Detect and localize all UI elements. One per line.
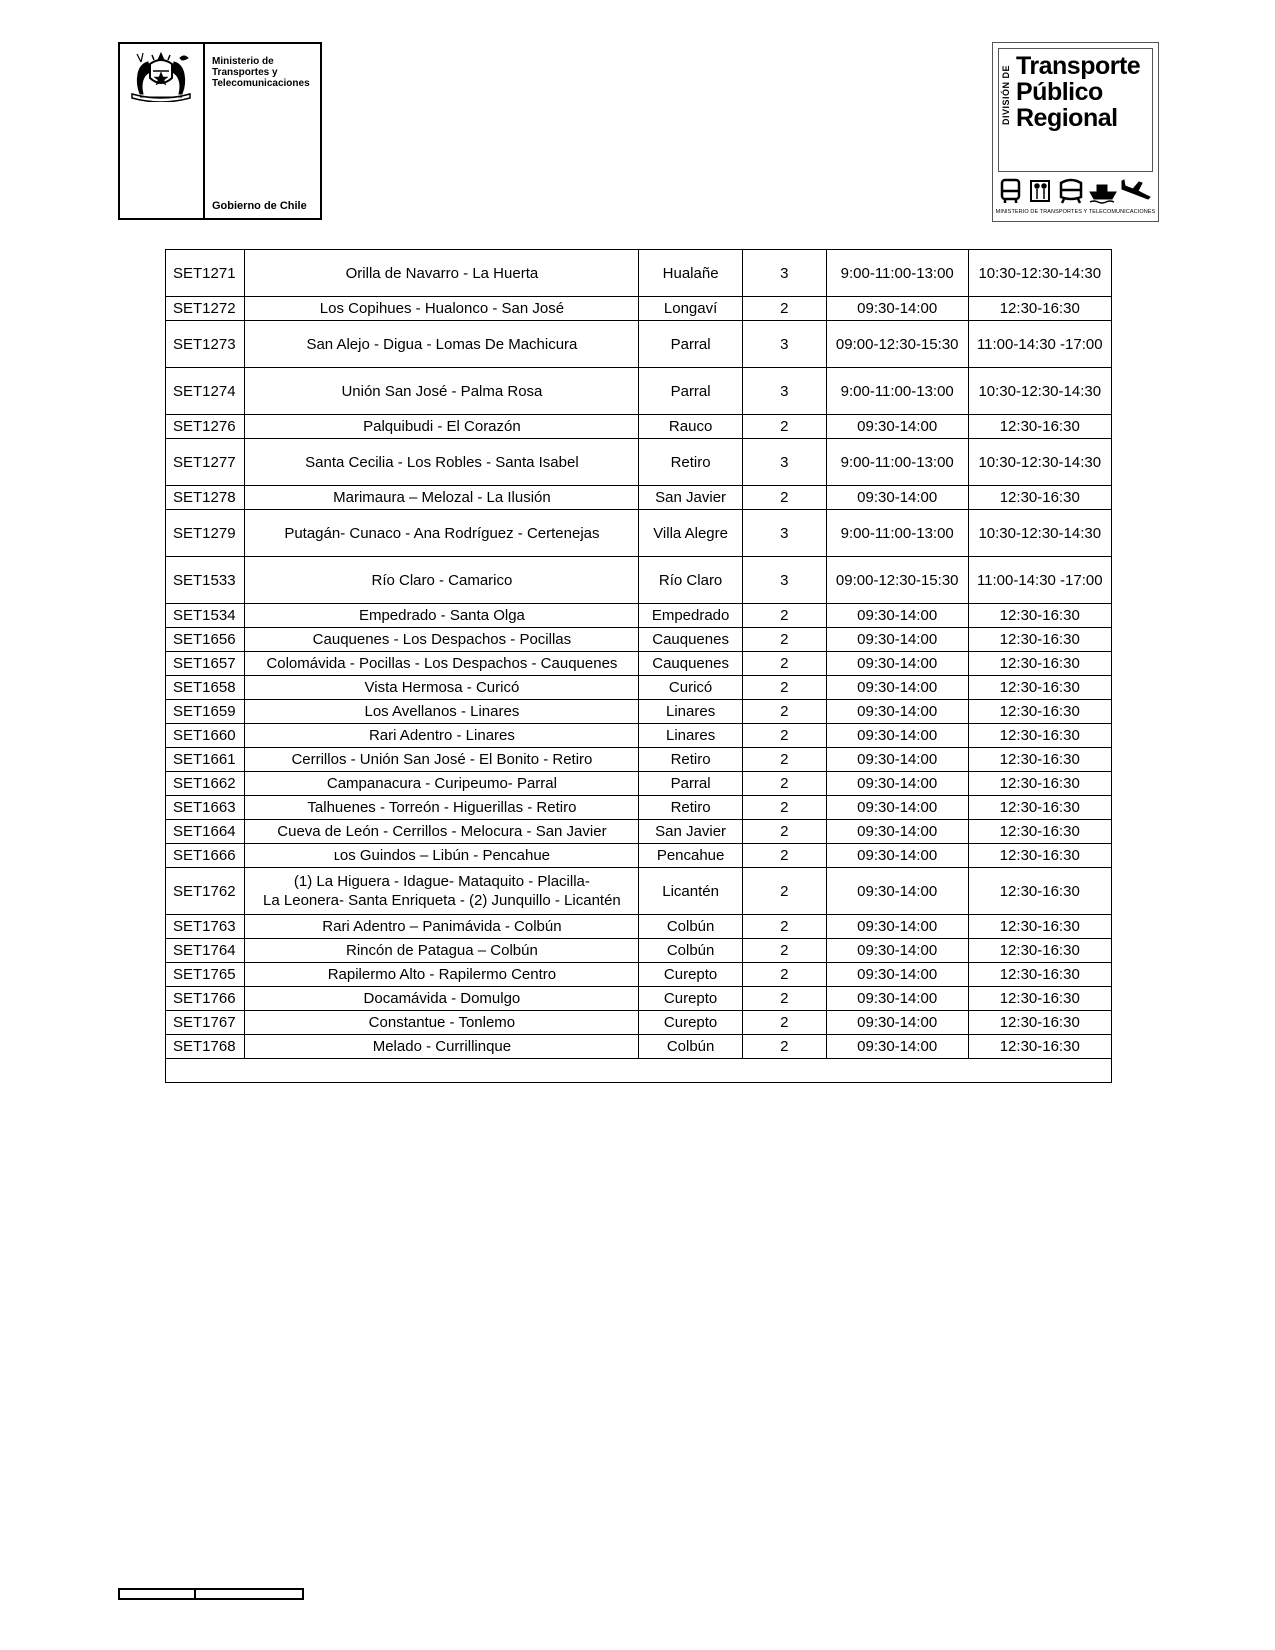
empty-cell [166, 1059, 1112, 1083]
commune-cell: Longaví [639, 297, 742, 321]
route-name-cell: ʟos Guindos – Libún - Pencahue [245, 844, 639, 868]
dtpr-caption: MINISTERIO DE TRANSPORTES Y TELECOMUNICACIONES [995, 209, 1156, 215]
route-name-cell: Colomávida - Pocillas - Los Despachos - Cauquenes [245, 652, 639, 676]
frequency-cell: 2 [742, 796, 826, 820]
commune-cell: Cauquenes [639, 652, 742, 676]
government-logo [118, 42, 322, 220]
dtpr-title-box [998, 48, 1153, 172]
commune-cell: Pencahue [639, 844, 742, 868]
commune-cell: San Javier [639, 820, 742, 844]
frequency-cell: 2 [742, 1011, 826, 1035]
return-times-cell: 12:30-16:30 [968, 676, 1111, 700]
route-code-cell: SET1656 [166, 628, 245, 652]
dtpr-title-line: Público [1016, 78, 1103, 106]
table-row [166, 652, 1112, 676]
departure-times-cell: 09:30-14:00 [826, 297, 968, 321]
return-times-cell: 12:30-16:30 [968, 963, 1111, 987]
route-code-cell: SET1762 [166, 868, 245, 915]
boat-icon [1090, 185, 1116, 203]
table-row [166, 700, 1112, 724]
route-code-cell: SET1767 [166, 1011, 245, 1035]
route-name-cell: Constantue - Tonlemo [245, 1011, 639, 1035]
commune-cell: Linares [639, 700, 742, 724]
frequency-cell: 3 [742, 439, 826, 486]
commune-cell: Curepto [639, 963, 742, 987]
route-name-cell: Cueva de León - Cerrillos - Melocura - San Javier [245, 820, 639, 844]
return-times-cell: 12:30-16:30 [968, 604, 1111, 628]
return-times-cell: 12:30-16:30 [968, 987, 1111, 1011]
departure-times-cell: 09:30-14:00 [826, 987, 968, 1011]
return-times-cell: 12:30-16:30 [968, 297, 1111, 321]
departure-times-cell: 09:30-14:00 [826, 700, 968, 724]
frequency-cell: 2 [742, 700, 826, 724]
route-name-cell: San Alejo - Digua - Lomas De Machicura [245, 321, 639, 368]
bus-icon [1002, 180, 1019, 203]
commune-cell: Colbún [639, 939, 742, 963]
dtpr-title [1016, 53, 1140, 131]
table-row [166, 724, 1112, 748]
table-row [166, 987, 1112, 1011]
route-name-cell: Rari Adentro – Panimávida - Colbún [245, 915, 639, 939]
route-code-cell: SET1278 [166, 486, 245, 510]
route-name-cell [245, 868, 639, 915]
commune-cell: Retiro [639, 796, 742, 820]
route-name-cell: Vista Hermosa - Curicó [245, 676, 639, 700]
footer-bar [118, 1588, 304, 1600]
frequency-cell: 2 [742, 868, 826, 915]
ministry-line: Transportes y [212, 67, 278, 78]
logo-divider [203, 44, 205, 218]
commune-cell: Retiro [639, 439, 742, 486]
departure-times-cell: 09:30-14:00 [826, 1035, 968, 1059]
route-code-cell: SET1766 [166, 987, 245, 1011]
frequency-cell: 2 [742, 652, 826, 676]
government-name: Gobierno de Chile [212, 200, 307, 212]
table-row [166, 915, 1112, 939]
return-times-cell: 12:30-16:30 [968, 939, 1111, 963]
route-name-cell: Orilla de Navarro - La Huerta [245, 250, 639, 297]
route-name-cell: Cerrillos - Unión San José - El Bonito - Retiro [245, 748, 639, 772]
commune-cell: Curepto [639, 987, 742, 1011]
frequency-cell: 2 [742, 844, 826, 868]
empty-table-row [166, 1059, 1112, 1083]
commune-cell: Curepto [639, 1011, 742, 1035]
table-row [166, 844, 1112, 868]
table-row [166, 604, 1112, 628]
route-code-cell: SET1768 [166, 1035, 245, 1059]
commune-cell: Rauco [639, 415, 742, 439]
table-row [166, 321, 1112, 368]
frequency-cell: 2 [742, 604, 826, 628]
route-code-cell: SET1276 [166, 415, 245, 439]
departure-times-cell: 09:30-14:00 [826, 628, 968, 652]
departure-times-cell: 9:00-11:00-13:00 [826, 250, 968, 297]
commune-cell: Curicó [639, 676, 742, 700]
route-code-cell: SET1662 [166, 772, 245, 796]
return-times-cell: 12:30-16:30 [968, 486, 1111, 510]
route-name-cell: Rari Adentro - Linares [245, 724, 639, 748]
dtpr-title-line: Regional [1016, 104, 1118, 132]
frequency-cell: 2 [742, 628, 826, 652]
departure-times-cell: 09:00-12:30-15:30 [826, 557, 968, 604]
return-times-cell: 12:30-16:30 [968, 796, 1111, 820]
dtpr-title-line: Transporte [1016, 52, 1141, 80]
route-code-cell: SET1271 [166, 250, 245, 297]
frequency-cell: 2 [742, 963, 826, 987]
route-code-cell: SET1273 [166, 321, 245, 368]
route-name-cell: Marimaura – Melozal - La Ilusión [245, 486, 639, 510]
commune-cell: Colbún [639, 1035, 742, 1059]
route-code-cell: SET1764 [166, 939, 245, 963]
departure-times-cell: 09:30-14:00 [826, 844, 968, 868]
route-name-cell: Empedrado - Santa Olga [245, 604, 639, 628]
table-row [166, 796, 1112, 820]
commune-cell: Parral [639, 772, 742, 796]
frequency-cell: 2 [742, 987, 826, 1011]
route-name-cell: Rincón de Patagua – Colbún [245, 939, 639, 963]
route-name-cell: Río Claro - Camarico [245, 557, 639, 604]
table-row [166, 250, 1112, 297]
commune-cell: Río Claro [639, 557, 742, 604]
table-row [166, 1011, 1112, 1035]
routes-table-body [166, 250, 1112, 1083]
departure-times-cell: 09:30-14:00 [826, 748, 968, 772]
route-code-cell: SET1658 [166, 676, 245, 700]
route-code-cell: SET1272 [166, 297, 245, 321]
table-row [166, 510, 1112, 557]
route-name-cell: Melado - Currillinque [245, 1035, 639, 1059]
train-icon [1061, 180, 1081, 203]
frequency-cell: 3 [742, 321, 826, 368]
return-times-cell: 12:30-16:30 [968, 652, 1111, 676]
frequency-cell: 2 [742, 748, 826, 772]
return-times-cell: 12:30-16:30 [968, 628, 1111, 652]
commune-cell: Villa Alegre [639, 510, 742, 557]
chile-coat-of-arms-icon [126, 50, 196, 102]
commune-cell: Retiro [639, 748, 742, 772]
departure-times-cell: 09:30-14:00 [826, 486, 968, 510]
commune-cell: Hualañe [639, 250, 742, 297]
frequency-cell: 2 [742, 415, 826, 439]
table-row [166, 628, 1112, 652]
frequency-cell: 2 [742, 724, 826, 748]
table-row [166, 772, 1112, 796]
departure-times-cell: 9:00-11:00-13:00 [826, 510, 968, 557]
departure-times-cell: 09:30-14:00 [826, 868, 968, 915]
return-times-cell: 11:00-14:30 -17:00 [968, 557, 1111, 604]
return-times-cell: 12:30-16:30 [968, 820, 1111, 844]
departure-times-cell: 9:00-11:00-13:00 [826, 368, 968, 415]
table-row [166, 368, 1112, 415]
route-name-cell: Los Avellanos - Linares [245, 700, 639, 724]
route-code-cell: SET1279 [166, 510, 245, 557]
frequency-cell: 3 [742, 250, 826, 297]
route-name-cell: Docamávida - Domulgo [245, 987, 639, 1011]
airplane-icon [1122, 180, 1150, 199]
table-row [166, 939, 1112, 963]
departure-times-cell: 09:30-14:00 [826, 796, 968, 820]
frequency-cell: 2 [742, 1035, 826, 1059]
frequency-cell: 2 [742, 486, 826, 510]
departure-times-cell: 09:30-14:00 [826, 1011, 968, 1035]
return-times-cell: 12:30-16:30 [968, 1011, 1111, 1035]
departure-times-cell: 09:30-14:00 [826, 820, 968, 844]
commune-cell: Colbún [639, 915, 742, 939]
table-row [166, 963, 1112, 987]
departure-times-cell: 09:30-14:00 [826, 724, 968, 748]
return-times-cell: 12:30-16:30 [968, 724, 1111, 748]
route-code-cell: SET1765 [166, 963, 245, 987]
route-name-cell: Los Copihues - Hualonco - San José [245, 297, 639, 321]
route-code-cell: SET1534 [166, 604, 245, 628]
ministry-line: Telecomunicaciones [212, 78, 310, 89]
route-name-line: (1) La Higuera - Idague- Mataquito - Placilla- [293, 873, 590, 890]
departure-times-cell: 09:30-14:00 [826, 915, 968, 939]
return-times-cell: 12:30-16:30 [968, 1035, 1111, 1059]
ministry-line: Ministerio de [212, 56, 274, 67]
table-row [166, 297, 1112, 321]
departure-times-cell: 9:00-11:00-13:00 [826, 439, 968, 486]
route-name-line: La Leonera- Santa Enriqueta - (2) Junquillo - Licantén [263, 892, 621, 909]
route-code-cell: SET1660 [166, 724, 245, 748]
commune-cell: Licantén [639, 868, 742, 915]
departure-times-cell: 09:30-14:00 [826, 772, 968, 796]
commune-cell: Empedrado [639, 604, 742, 628]
return-times-cell: 12:30-16:30 [968, 844, 1111, 868]
route-code-cell: SET1659 [166, 700, 245, 724]
route-name-cell: Talhuenes - Torreón - Higuerillas - Retiro [245, 796, 639, 820]
route-code-cell: SET1277 [166, 439, 245, 486]
return-times-cell: 10:30-12:30-14:30 [968, 368, 1111, 415]
route-name-cell: Santa Cecilia - Los Robles - Santa Isabel [245, 439, 639, 486]
frequency-cell: 2 [742, 820, 826, 844]
return-times-cell: 12:30-16:30 [968, 748, 1111, 772]
route-name-cell: Campanacura - Curipeumo- Parral [245, 772, 639, 796]
route-name-cell: Putagán- Cunaco - Ana Rodríguez - Certenejas [245, 510, 639, 557]
ministry-name [212, 56, 320, 89]
table-row [166, 820, 1112, 844]
commune-cell: Linares [639, 724, 742, 748]
transport-icons [998, 177, 1153, 205]
table-row [166, 415, 1112, 439]
route-code-cell: SET1274 [166, 368, 245, 415]
departure-times-cell: 09:30-14:00 [826, 415, 968, 439]
departure-times-cell: 09:30-14:00 [826, 939, 968, 963]
commune-cell: San Javier [639, 486, 742, 510]
route-code-cell: SET1657 [166, 652, 245, 676]
return-times-cell: 10:30-12:30-14:30 [968, 250, 1111, 297]
route-name-cell: Palquibudi - El Corazón [245, 415, 639, 439]
return-times-cell: 10:30-12:30-14:30 [968, 439, 1111, 486]
route-code-cell: SET1666 [166, 844, 245, 868]
frequency-cell: 3 [742, 557, 826, 604]
frequency-cell: 3 [742, 368, 826, 415]
departure-times-cell: 09:30-14:00 [826, 676, 968, 700]
route-code-cell: SET1763 [166, 915, 245, 939]
route-name-cell: Unión San José - Palma Rosa [245, 368, 639, 415]
return-times-cell: 12:30-16:30 [968, 915, 1111, 939]
frequency-cell: 2 [742, 772, 826, 796]
routes-table [165, 249, 1112, 1083]
frequency-cell: 2 [742, 676, 826, 700]
commune-cell: Parral [639, 321, 742, 368]
route-name-cell: Rapilermo Alto - Rapilermo Centro [245, 963, 639, 987]
return-times-cell: 12:30-16:30 [968, 772, 1111, 796]
frequency-cell: 3 [742, 510, 826, 557]
departure-times-cell: 09:00-12:30-15:30 [826, 321, 968, 368]
departure-times-cell: 09:30-14:00 [826, 604, 968, 628]
table-row [166, 676, 1112, 700]
route-code-cell: SET1664 [166, 820, 245, 844]
frequency-cell: 2 [742, 939, 826, 963]
table-row [166, 557, 1112, 604]
table-row [166, 439, 1112, 486]
table-row [166, 486, 1112, 510]
dtpr-logo [992, 42, 1159, 222]
pedestrians-icon [1031, 181, 1049, 201]
route-code-cell: SET1661 [166, 748, 245, 772]
return-times-cell: 12:30-16:30 [968, 868, 1111, 915]
table-row [166, 748, 1112, 772]
division-label: DIVISIÓN DE [1001, 65, 1011, 126]
route-name-cell: Cauquenes - Los Despachos - Pocillas [245, 628, 639, 652]
departure-times-cell: 09:30-14:00 [826, 963, 968, 987]
route-code-cell: SET1533 [166, 557, 245, 604]
table-row [166, 868, 1112, 915]
return-times-cell: 10:30-12:30-14:30 [968, 510, 1111, 557]
footer-bar-divider [194, 1590, 196, 1598]
return-times-cell: 11:00-14:30 -17:00 [968, 321, 1111, 368]
frequency-cell: 2 [742, 297, 826, 321]
return-times-cell: 12:30-16:30 [968, 700, 1111, 724]
commune-cell: Parral [639, 368, 742, 415]
route-code-cell: SET1663 [166, 796, 245, 820]
commune-cell: Cauquenes [639, 628, 742, 652]
table-row [166, 1035, 1112, 1059]
return-times-cell: 12:30-16:30 [968, 415, 1111, 439]
frequency-cell: 2 [742, 915, 826, 939]
departure-times-cell: 09:30-14:00 [826, 652, 968, 676]
